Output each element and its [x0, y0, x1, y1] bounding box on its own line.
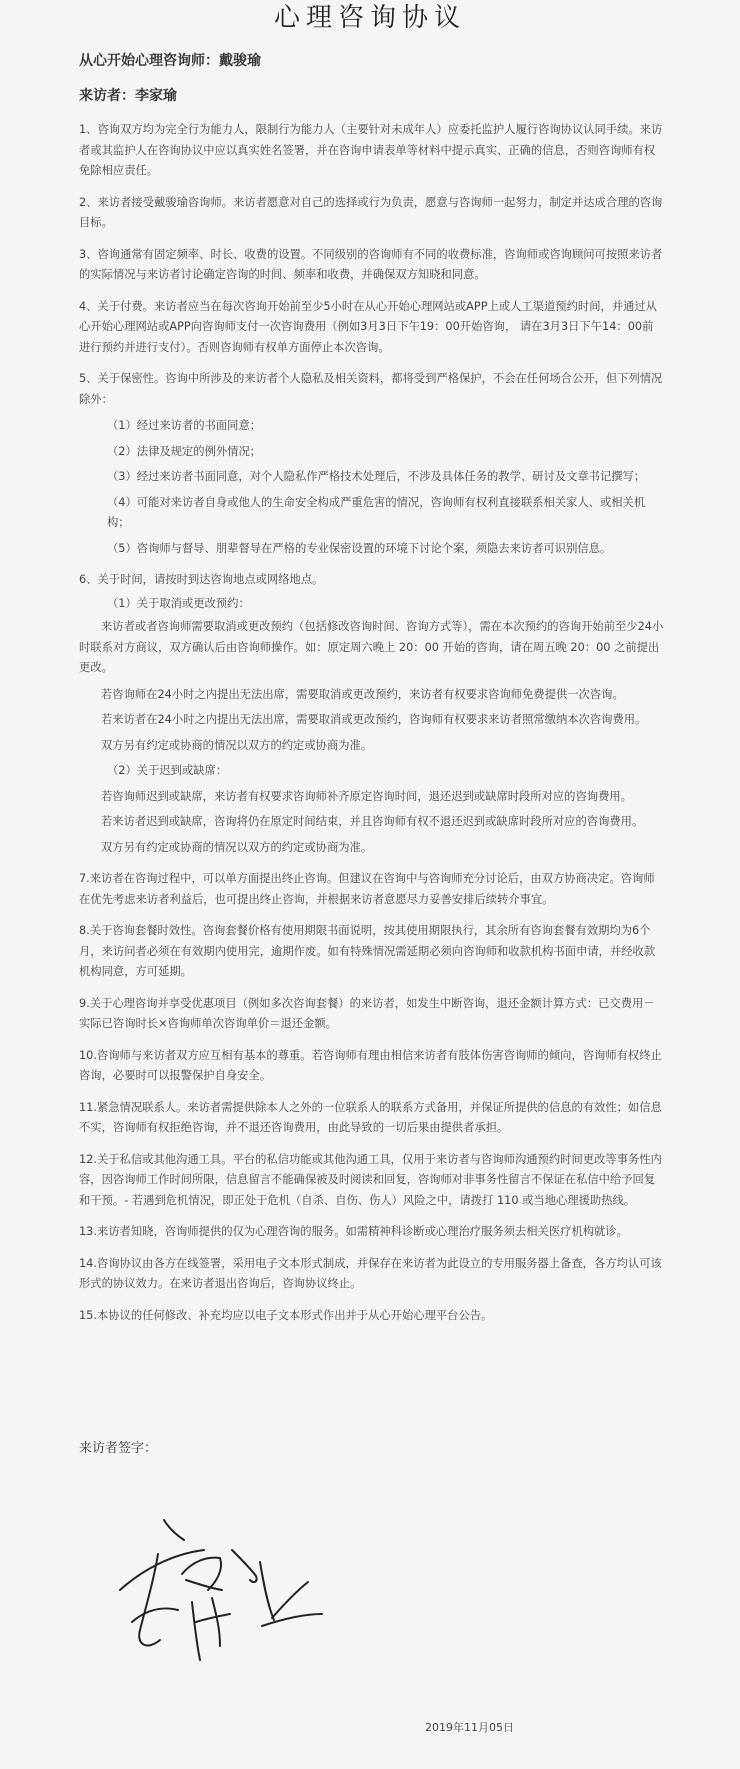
clause-5-item-4: （4）可能对来访者自身或他人的生命安全构成严重危害的情况，咨询师有权利直接联系相关家人、或相关机构； — [107, 495, 646, 529]
signature-label: 来访者签字： — [79, 1441, 158, 1456]
clause-3: 3、咨询通常有固定频率、时长、收费的设置。不同级别的咨询师有不同的收费标准，咨询师或咨询顾问可按照来访者的实际情况与来访者讨论确定咨询的时间、频率和收费，并确保双方知晓和同意。 — [79, 247, 663, 281]
clause-6-sub-1: （1）关于取消或更改预约： — [107, 596, 250, 610]
clause-6-sub-2-c: 双方另有约定或协商的情况以双方的约定或协商为准。 — [101, 840, 373, 854]
clause-5-item-3: （3）经过来访者书面同意，对个人隐私作严格技术处理后，不涉及具体任务的教学、研讨及文章书记撰写； — [107, 470, 646, 483]
clause-6-sub-2-a: 若咨询师迟到或缺席，来访者有权要求咨询师补齐原定咨询时间，退还迟到或缺席时段所对应的咨询费用。 — [101, 789, 632, 803]
clause-5-item-5: （5）咨询师与督导、朋辈督导在严格的专业保密设置的环境下讨论个案，须隐去来访者可识别信息。 — [107, 541, 612, 555]
clause-15: 15.本协议的任何修改、补充均应以电子文本形式作出并于从心开始心理平台公告。 — [79, 1308, 493, 1322]
clause-8: 8.关于咨询套餐时效性。咨询套餐价格有使用期限书面说明，按其使用期限执行，其余所有咨询套餐有效期均为6个月，来访问者必须在有效期内使用完，逾期作废。如有特殊情况需延期必须向咨询师和收款机构书面申请，并经收款机构同意，方可延期。 — [79, 924, 656, 978]
client-name: 李家瑜 — [135, 88, 177, 104]
signing-date: 2019年11月05日 — [425, 1721, 514, 1734]
clause-9: 9.关于心理咨询并享受优惠项目（例如多次咨询套餐）的来访者，如发生中断咨询，退还金额计算方式：已交费用－实际已咨询时长×咨询师单次咨询单价＝退还金额。 — [79, 996, 655, 1030]
clause-6-sub-2: （2）关于迟到或缺席： — [107, 764, 228, 777]
clause-6-sub-1-b: 若咨询师在24小时之内提出无法出席，需要取消或更改预约，来访者有权要求咨询师免费提供一次咨询。 — [101, 687, 624, 701]
clause-13: 13.来访者知晓，咨询师提供的仅为心理咨询的服务。如需精神科诊断或心理治疗服务须去相关医疗机构就诊。 — [79, 1225, 628, 1238]
clause-12: 12.关于私信或其他沟通工具。平台的私信功能或其他沟通工具，仅用于来访者与咨询师沟通预约时间更改等事务性内容，因咨询师工作时间所限，信息留言不能确保被及时阅读和回复，咨询师对非事务性留言不保证在私信中给予回复和干预。- 若遇到危机情况，即正处于危机（自杀、自伤、伤人）风险之中，请拨打 110 或当地心理援助热线。 — [79, 1152, 662, 1207]
clause-6-sub-1-a: 来访者或者咨询师需要取消或更改预约（包括修改咨询时间、咨询方式等），需在本次预约的咨询开始前至少24小时联系对方商议，双方确认后由咨询师操作。如：原定周六晚上 20：00 开始的咨询，请在周五晚 20：00 之前提出更改。 — [79, 620, 664, 674]
clause-1: 1、咨询双方均为完全行为能力人，限制行为能力人（主要针对未成年人）应委托监护人履行咨询协议认同手续。来访者或其监护人在咨询协议中应以真实姓名签署，并在咨询申请表单等材料中提示真实、正确的信息，否则咨询师有权免除相应责任。 — [79, 123, 663, 177]
clause-11: 11.紧急情况联系人。来访者需提供除本人之外的一位联系人的联系方式备用，并保证所提供的信息的有效性；如信息不实，咨询师有权拒绝咨询，并不退还咨询费用，由此导致的一切后果由提供者承担。 — [79, 1100, 662, 1134]
handwritten-signature — [112, 1510, 332, 1670]
clause-14: 14.咨询协议由各方在线签署，采用电子文本形式制成，并保存在来访者为此设立的专用服务器上备查，各方均认可该形式的协议效力。在来访者退出咨询后，咨询协议终止。 — [79, 1256, 662, 1290]
counselor-name: 戴骏瑜 — [219, 53, 261, 69]
clause-5-item-2: （2）法律及规定的例外情况； — [107, 444, 262, 458]
client-line — [79, 86, 177, 106]
client-label: 来访者： — [79, 88, 135, 104]
clause-6-sub-2-b: 若来访者迟到或缺席，咨询将仍在原定时间结束，并且咨询师有权不退还迟到或缺席时段所对应的咨询费用。 — [101, 815, 644, 828]
clause-6-sub-1-c: 若来访者在24小时之内提出无法出席，需要取消或更改预约，咨询师有权要求来访者照常缴纳本次咨询费用。 — [101, 713, 647, 726]
clause-10: 10.咨询师与来访者双方应互相有基本的尊重。若咨询师有理由相信来访者有肢体伤害咨询师的倾向，咨询师有权终止咨询，必要时可以报警保护自身安全。 — [79, 1048, 662, 1082]
counselor-label: 从心开始心理咨询师： — [79, 53, 219, 69]
clause-5-item-1: （1）经过来访者的书面同意； — [107, 419, 262, 432]
clause-4: 4、关于付费。来访者应当在每次咨询开始前至少5小时在从心开始心理网站或APP上或人工渠道预约时间，并通过从心开始心理网站或APP向咨询师支付一次咨询费用（例如3月3日下午19：00开始咨询， 请在3月3日下午14：00前进行预约并进行支付）。否则咨询师有权单方面停止本次咨询。 — [79, 299, 657, 354]
clause-7: 7.来访者在咨询过程中，可以单方面提出终止咨询。但建议在咨询中与咨询师充分讨论后，由双方协商决定。咨询师在优先考虑来访者利益后，也可提出终止咨询，并根据来访者意愿尽力妥善安排后续转介事宜。 — [79, 872, 655, 906]
page-title: 心理咨询协议 — [273, 3, 466, 33]
counselor-line — [79, 51, 261, 71]
clause-6-sub-1-d: 双方另有约定或协商的情况以双方的约定或协商为准。 — [101, 738, 373, 752]
clause-6: 6、关于时间，请按时到达咨询地点或网络地点。 — [79, 573, 324, 586]
agreement-body — [79, 120, 664, 1337]
clause-5: 5、关于保密性。咨询中所涉及的来访者个人隐私及相关资料，都将受到严格保护，不会在任何场合公开，但下列情况除外： — [79, 372, 663, 406]
clause-2: 2、来访者接受戴骏瑜咨询师。来访者愿意对自己的选择或行为负责，愿意与咨询师一起努力，制定并达成合理的咨询目标。 — [79, 195, 663, 229]
